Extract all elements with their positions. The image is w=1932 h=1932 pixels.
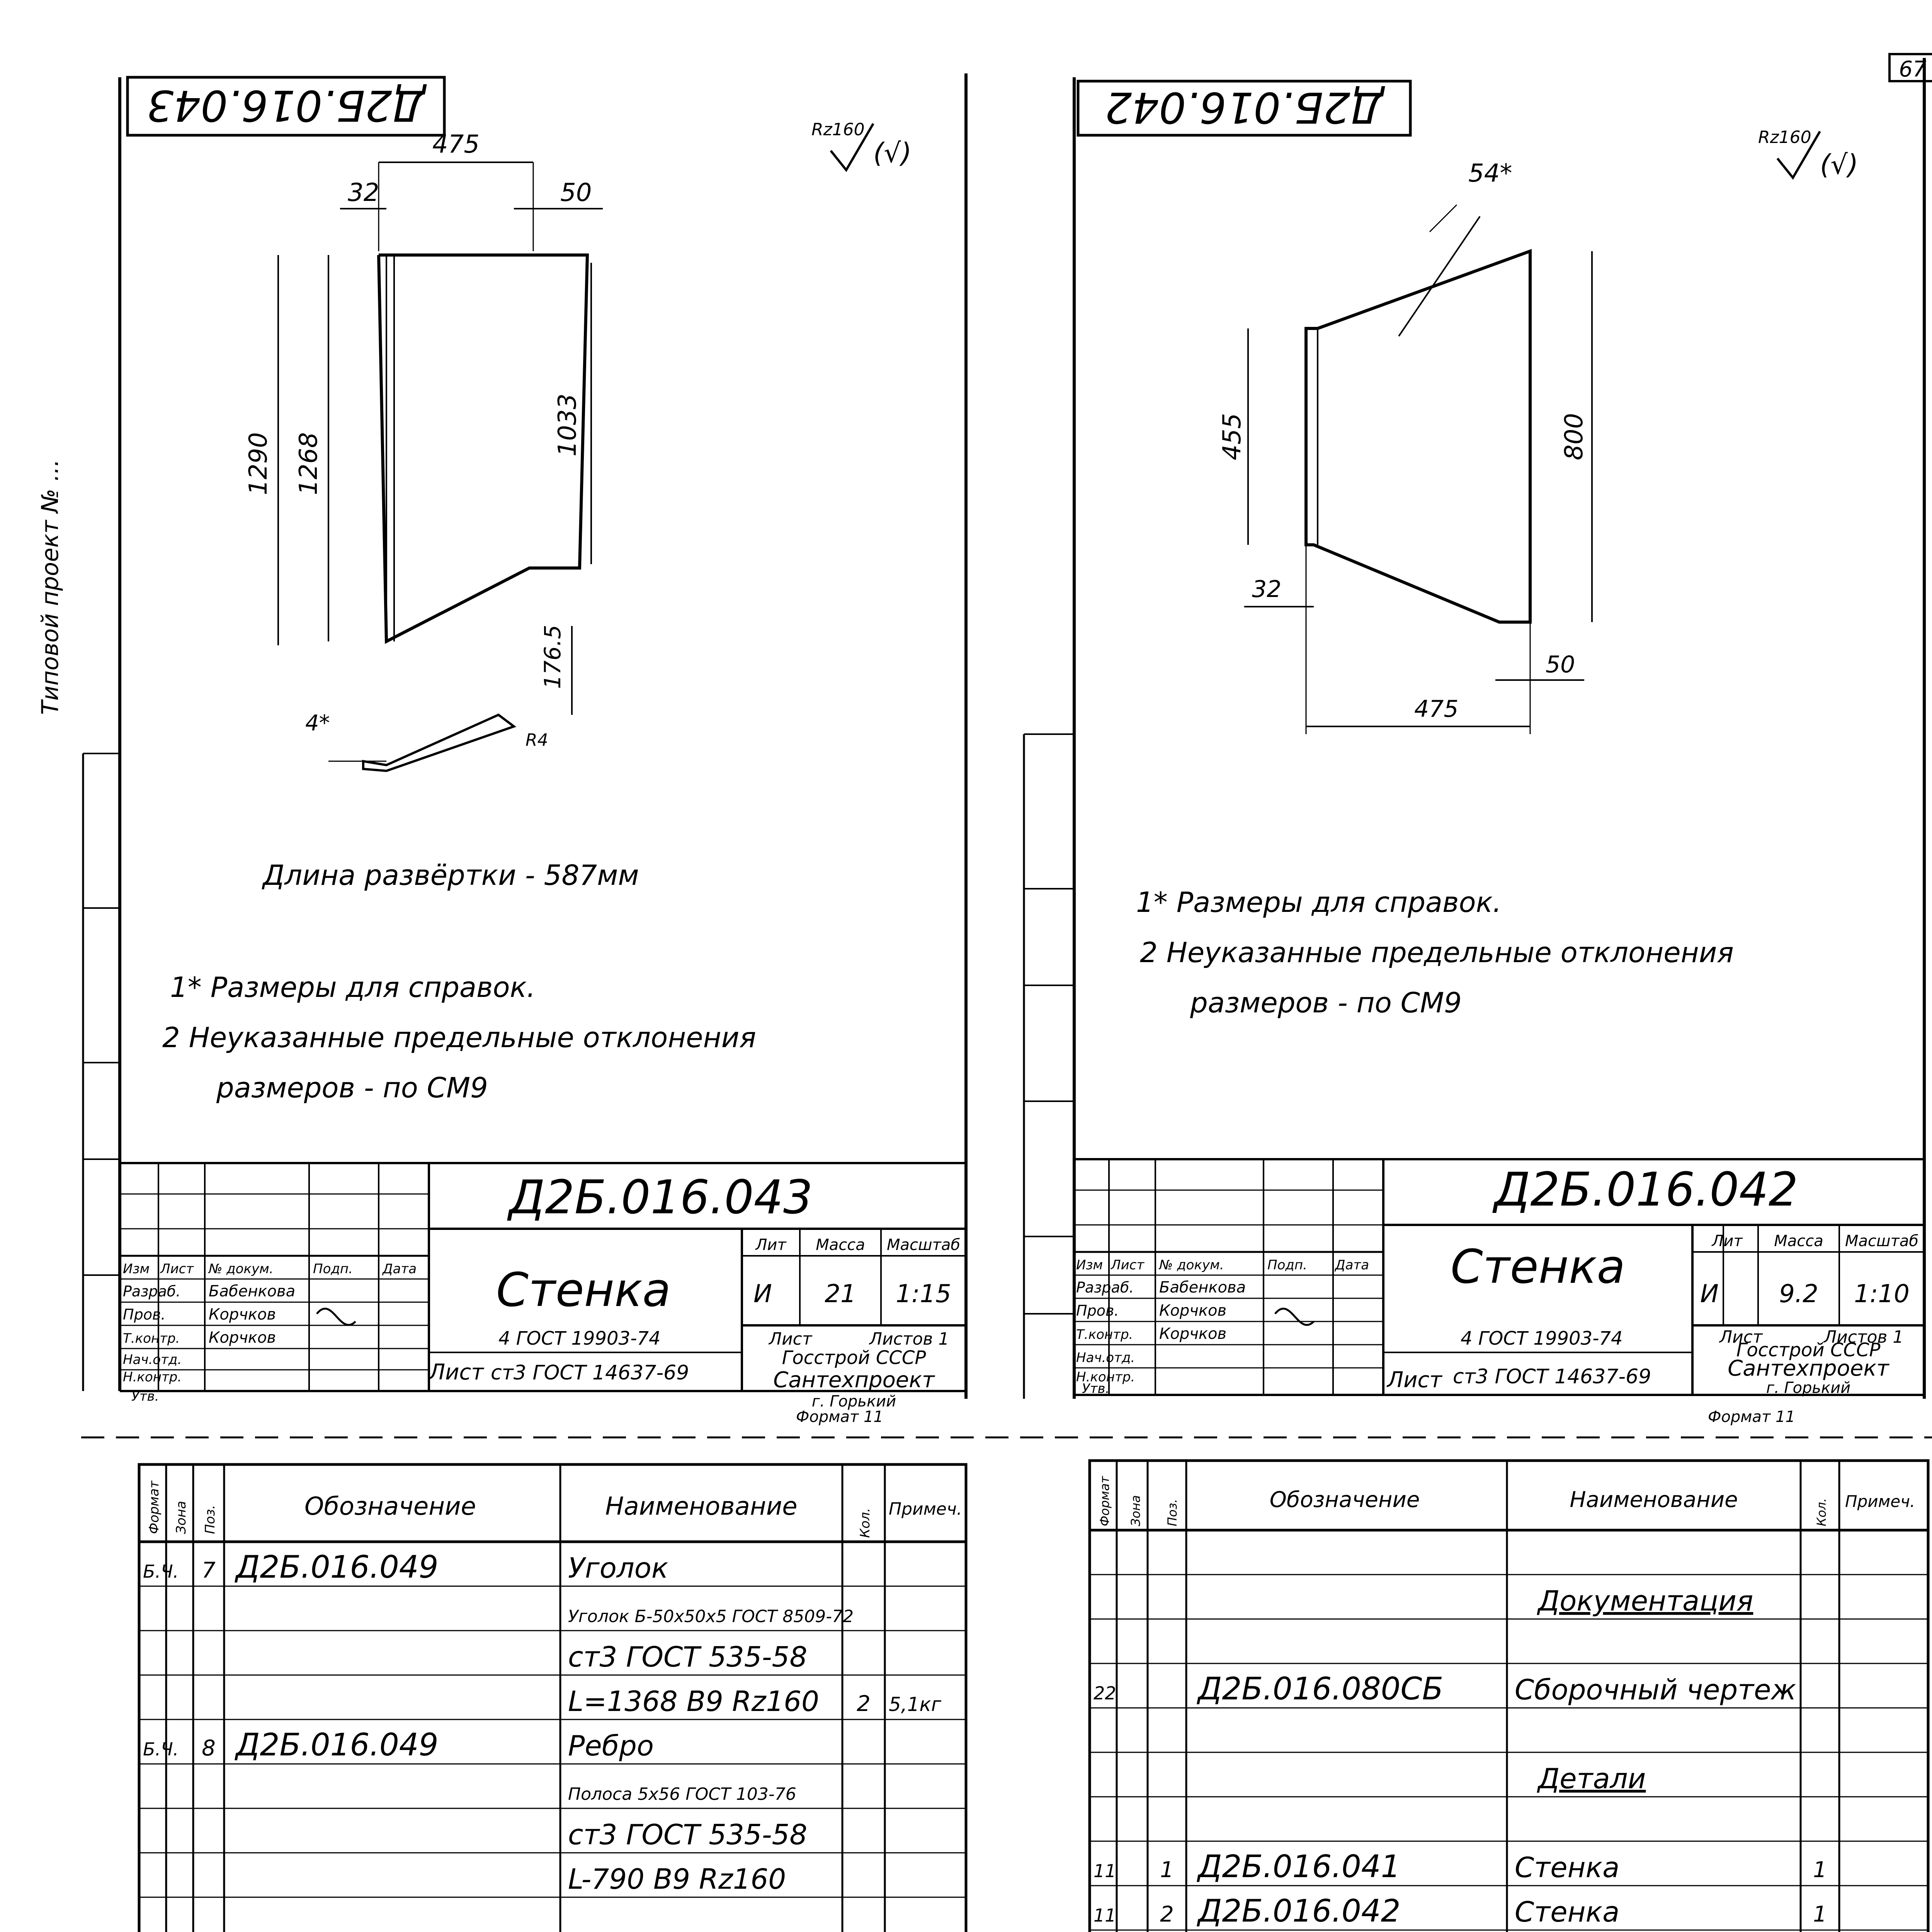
- note-2: 2 Неуказанные предельные отклонения: [1140, 936, 1734, 969]
- page-number: 67: [1899, 57, 1927, 82]
- lit-header: Лит: [1712, 1232, 1743, 1250]
- row-position: 2: [1160, 1902, 1174, 1927]
- note-1: 1* Размеры для справок.: [1136, 886, 1502, 918]
- hdr-doc: № докум.: [1159, 1257, 1224, 1273]
- project-side-label: Типовой проект № ...: [37, 459, 64, 715]
- listov-label: Листов 1: [869, 1329, 949, 1349]
- hdr-izm: Изм: [1076, 1257, 1103, 1273]
- list-label: Лист: [769, 1329, 812, 1349]
- hdr-pos: Поз.: [1165, 1499, 1180, 1526]
- hdr-doc: № докум.: [209, 1261, 274, 1277]
- name-razrab: Бабенкова: [1159, 1279, 1246, 1296]
- lit-value: И: [1700, 1280, 1719, 1308]
- mass-header: Масса: [1774, 1232, 1823, 1250]
- hdr-format: Формат: [1097, 1476, 1112, 1526]
- hdr-note: Примеч.: [1845, 1492, 1915, 1511]
- role-razrab: Разраб.: [123, 1283, 181, 1300]
- hdr-list: Лист: [1111, 1257, 1145, 1273]
- lit-header: Лит: [755, 1236, 786, 1254]
- row-position: 8: [202, 1736, 216, 1761]
- dim-32: 32: [348, 179, 379, 207]
- row-name: Стенка: [1515, 1851, 1620, 1884]
- name-razrab: Бабенкова: [209, 1282, 296, 1300]
- hdr-note: Примеч.: [889, 1499, 962, 1519]
- role-utv: Утв.: [1082, 1381, 1110, 1396]
- row-name: ст3 ГОСТ 535-58: [568, 1818, 808, 1851]
- row-code: Д2Б.016.049: [236, 1549, 439, 1585]
- row-note: 5,1кг: [889, 1693, 941, 1716]
- listov-label: Листов 1: [1824, 1327, 1904, 1347]
- list-label-left: Лист: [1387, 1367, 1442, 1393]
- sheet-3-spec: [89, 1464, 966, 1932]
- row-position: 7: [202, 1558, 216, 1583]
- name-prov: Корчков: [209, 1306, 276, 1323]
- dim-54: 54*: [1468, 159, 1512, 188]
- signature-2: [1275, 1309, 1314, 1325]
- hdr-list: Лист: [160, 1261, 194, 1277]
- hdr-date: Дата: [1335, 1257, 1369, 1273]
- dim-1290: 1290: [244, 432, 273, 495]
- row-code: Д2Б.016.049: [236, 1727, 439, 1763]
- mass-value: 9.2: [1779, 1280, 1818, 1308]
- dim-4: 4*: [305, 711, 330, 736]
- org-1: Госстрой СССР: [782, 1347, 926, 1369]
- row-name: ст3 ГОСТ 535-58: [568, 1641, 808, 1673]
- format-label: Формат 11: [1708, 1408, 1795, 1426]
- sheet-1: [83, 73, 966, 1426]
- note-2: 2 Неуказанные предельные отклонения: [162, 1021, 756, 1054]
- dim-475: 475: [1414, 696, 1459, 723]
- title-block-2: [1074, 1159, 1924, 1397]
- hdr-date: Дата: [383, 1261, 417, 1277]
- lit-value: И: [753, 1280, 772, 1308]
- hdr-qty: Кол.: [1814, 1498, 1829, 1526]
- roughness-label: Rz160: [1758, 128, 1811, 147]
- row-code: Д2Б.016.080СБ: [1198, 1671, 1444, 1707]
- dim-r4: R4: [526, 730, 548, 750]
- hdr-zone: Зона: [173, 1501, 189, 1534]
- mirror-code: Д2Б.016.042: [1105, 83, 1384, 132]
- row-name: L-790 В9 Rz160: [568, 1863, 786, 1895]
- dim-1268: 1268: [294, 432, 323, 495]
- dim-50: 50: [1546, 651, 1575, 678]
- hdr-name: Наименование: [605, 1492, 798, 1521]
- note-2b: размеров - по СМ9: [1190, 986, 1462, 1019]
- dim-800: 800: [1560, 413, 1588, 461]
- row-name: Ребро: [568, 1730, 654, 1762]
- hdr-name: Наименование: [1570, 1487, 1738, 1512]
- row-format: 22: [1094, 1683, 1116, 1704]
- org-3: г. Горький: [811, 1393, 896, 1410]
- row-qty: 1: [1813, 1902, 1827, 1927]
- mass-header: Масса: [816, 1236, 865, 1254]
- row-qty: 1: [1813, 1857, 1827, 1883]
- dim-50: 50: [560, 179, 592, 207]
- drawing-code: Д2Б.016.043: [509, 1171, 813, 1225]
- scale-value: 1:15: [896, 1280, 951, 1308]
- hdr-qty: Кол.: [857, 1508, 873, 1538]
- row-format: 11: [1094, 1905, 1116, 1926]
- mass-value: 21: [825, 1280, 856, 1308]
- drawing-code: Д2Б.016.042: [1494, 1163, 1798, 1217]
- row-code: Д2Б.016.042: [1198, 1893, 1401, 1929]
- role-nkontr: Н.контр.: [123, 1369, 182, 1385]
- role-prov: Пров.: [123, 1306, 166, 1323]
- roughness-v: (√): [1820, 149, 1859, 180]
- sheet-2: [1024, 58, 1924, 1426]
- role-tkontr: Т.контр.: [123, 1331, 180, 1346]
- list-label: Лист: [1719, 1327, 1763, 1347]
- mirror-code: Д2Б.016.043: [146, 81, 425, 130]
- row-name: Полоса 5х56 ГОСТ 103-76: [568, 1784, 796, 1804]
- org-1: Госстрой СССР: [1736, 1339, 1881, 1361]
- row-code: Д2Б.016.041: [1198, 1849, 1401, 1884]
- row-name: Стенка: [1515, 1896, 1620, 1928]
- roughness-label: Rz160: [811, 120, 865, 139]
- row-format: Б.Ч.: [143, 1739, 179, 1760]
- dim-475: 475: [432, 130, 480, 159]
- unfold-length: Длина развёртки - 587мм: [263, 859, 639, 891]
- hdr-code: Обозначение: [304, 1492, 476, 1521]
- sheet-4-spec: [1036, 1461, 1928, 1932]
- row-name: Уголок: [568, 1552, 668, 1584]
- row-format: 11: [1094, 1861, 1116, 1881]
- signature-1: [317, 1309, 355, 1325]
- material-1: 4 ГОСТ 19903-74: [1461, 1328, 1623, 1349]
- org-2: Сантехпроект: [1728, 1356, 1889, 1381]
- dim-176-5: 176.5: [539, 624, 566, 689]
- hdr-format: Формат: [146, 1481, 162, 1534]
- row-position: 1: [1160, 1857, 1174, 1883]
- row-name: Сборочный чертеж: [1515, 1673, 1796, 1706]
- org-2: Сантехпроект: [773, 1367, 935, 1393]
- scale-value: 1:10: [1854, 1280, 1910, 1308]
- row-name: Документация: [1538, 1585, 1753, 1617]
- title-block-1: [120, 1163, 966, 1410]
- row-name: L=1368 В9 Rz160: [568, 1685, 819, 1718]
- role-nachotd: Нач.отд.: [123, 1352, 182, 1367]
- scale-header: Масштаб: [1845, 1232, 1919, 1250]
- list-label-left: Лист: [429, 1360, 484, 1385]
- note-1: 1* Размеры для справок.: [170, 971, 536, 1003]
- role-razrab: Разраб.: [1076, 1279, 1134, 1296]
- row-qty: 2: [857, 1691, 871, 1716]
- hdr-zone: Зона: [1128, 1495, 1143, 1526]
- part-title: Стенка: [1451, 1240, 1625, 1294]
- dim-1033: 1033: [553, 393, 582, 457]
- row-name: Уголок Б-50х50х5 ГОСТ 8509-72: [568, 1607, 854, 1626]
- material-2: ст3 ГОСТ 14637-69: [1453, 1365, 1651, 1388]
- material-2: ст3 ГОСТ 14637-69: [491, 1361, 689, 1384]
- row-name: Детали: [1538, 1762, 1646, 1795]
- hdr-sign: Подп.: [1267, 1257, 1307, 1273]
- role-nachotd: Нач.отд.: [1076, 1350, 1135, 1366]
- material-1: 4 ГОСТ 19903-74: [498, 1328, 661, 1349]
- org-3: г. Горький: [1766, 1379, 1851, 1397]
- dim-32: 32: [1252, 576, 1282, 603]
- row-format: Б.Ч.: [143, 1561, 179, 1582]
- dim-455: 455: [1218, 413, 1247, 461]
- name-tkontr: Корчков: [209, 1329, 276, 1347]
- scale-header: Масштаб: [886, 1236, 961, 1254]
- hdr-pos: Поз.: [202, 1505, 218, 1534]
- role-nkontr: Н.контр.: [1076, 1369, 1135, 1385]
- note-2b: размеров - по СМ9: [216, 1071, 488, 1104]
- role-utv: Утв.: [131, 1389, 159, 1404]
- format-label: Формат 11: [796, 1408, 883, 1426]
- hdr-code: Обозначение: [1269, 1487, 1420, 1512]
- name-prov: Корчков: [1159, 1302, 1227, 1320]
- hdr-sign: Подп.: [313, 1261, 353, 1277]
- role-tkontr: Т.контр.: [1076, 1327, 1133, 1342]
- roughness-v: (√): [873, 137, 912, 169]
- role-prov: Пров.: [1076, 1302, 1119, 1319]
- part-title: Стенка: [496, 1264, 671, 1317]
- name-tkontr: Корчков: [1159, 1325, 1227, 1343]
- hdr-izm: Изм: [123, 1261, 150, 1277]
